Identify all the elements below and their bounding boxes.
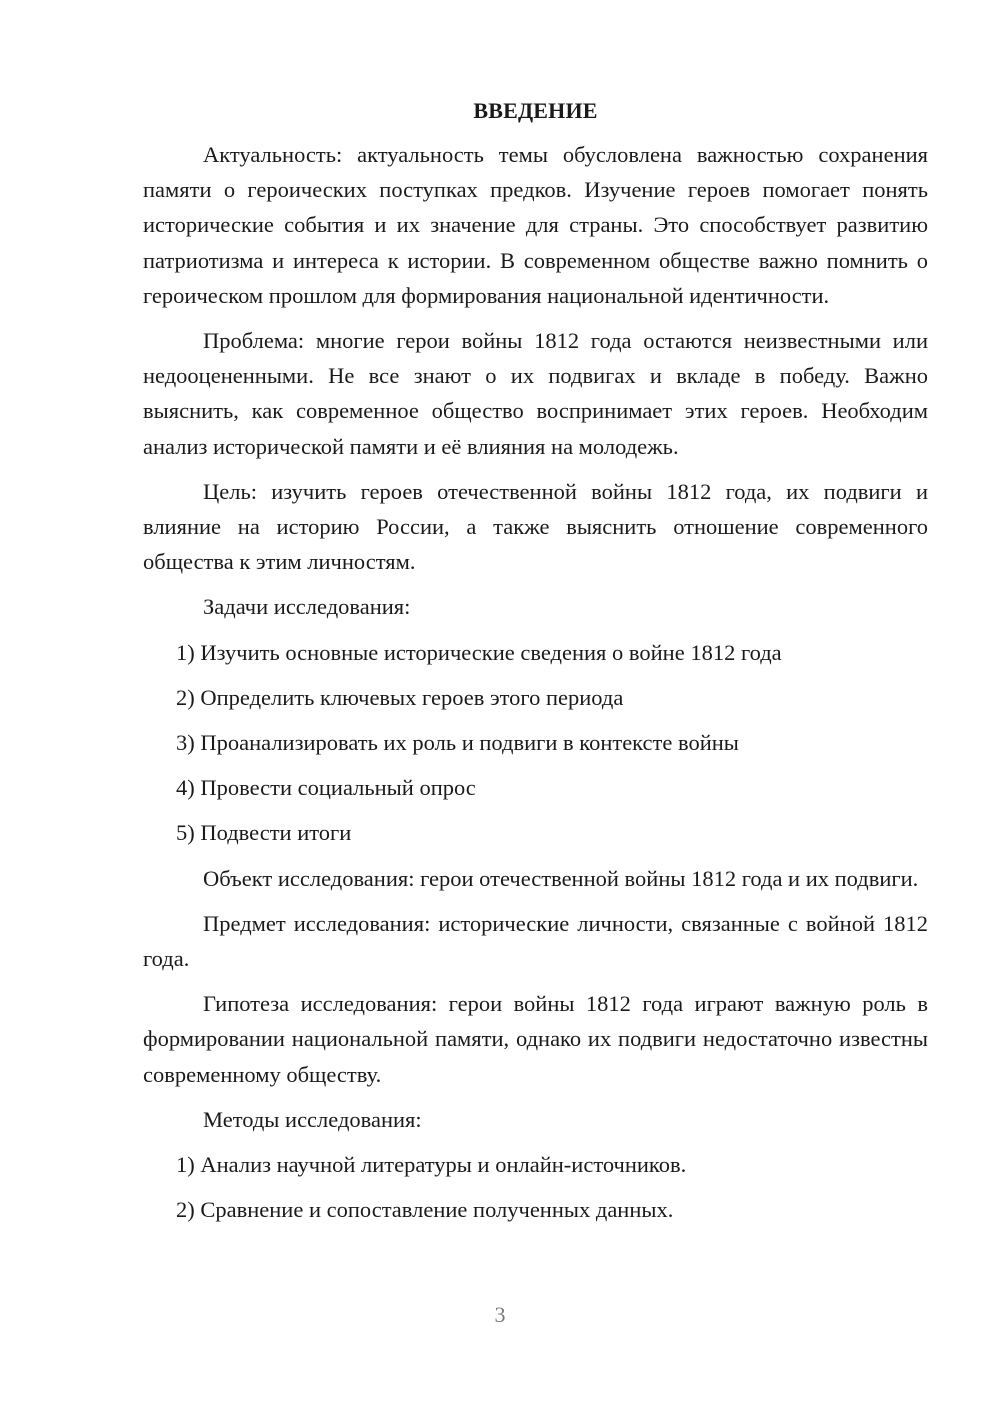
- tasks-heading: Задачи исследования:: [203, 594, 411, 620]
- document-page: [143, 96, 928, 1237]
- task-item: 1) Изучить основные исторические сведения о войне 1812 года: [176, 639, 782, 665]
- task-item: 5) Подвести итоги: [176, 820, 352, 846]
- page-number: 3: [494, 1302, 506, 1327]
- goal-paragraph: Цель: изучить героев отечественной войны 1812 года, их подвиги и влияние на историю России, а также выяснить отношение современного общества к этим личностям.: [143, 478, 928, 575]
- task-item: 2) Определить ключевых героев этого периода: [176, 684, 624, 710]
- methods-heading: Методы исследования:: [203, 1106, 422, 1132]
- relevance-paragraph: Актуальность: актуальность темы обусловлена важностью сохранения памяти о героических поступках предков. Изучение героев помогает понять исторические события и их значение для страны. Это способствует развитию патриотизма и интереса к истории. В современном обществе важно помнить о героическом прошлом для формирования национальной идентичности.: [143, 142, 928, 308]
- task-item: 3) Проанализировать их роль и подвиги в контексте войны: [176, 730, 739, 756]
- object-paragraph: Объект исследования: герои отечественной войны 1812 года и их подвиги.: [203, 865, 919, 891]
- method-item: 2) Сравнение и сопоставление полученных данных.: [176, 1197, 674, 1223]
- hypothesis-paragraph: Гипотеза исследования: герои войны 1812 года играют важную роль в формировании национальной памяти, однако их подвиги недостаточно известны современному обществу.: [143, 991, 928, 1087]
- task-item: 4) Провести социальный опрос: [176, 775, 476, 801]
- methods-list: [143, 1147, 928, 1227]
- section-title: ВВЕДЕНИЕ: [473, 98, 598, 123]
- tasks-list: [143, 635, 928, 851]
- problem-paragraph: Проблема: многие герои войны 1812 года остаются неизвестными или недооцененными. Не все знают о их подвигах и вкладе в победу. Важно выяснить, как современное общество воспринимает этих героев. Необходим анализ исторической памяти и её влияния на молодежь.: [143, 328, 928, 459]
- method-item: 1) Анализ научной литературы и онлайн-источников.: [176, 1152, 687, 1178]
- subject-paragraph: Предмет исследования: исторические личности, связанные с войной 1812 года.: [143, 910, 928, 972]
